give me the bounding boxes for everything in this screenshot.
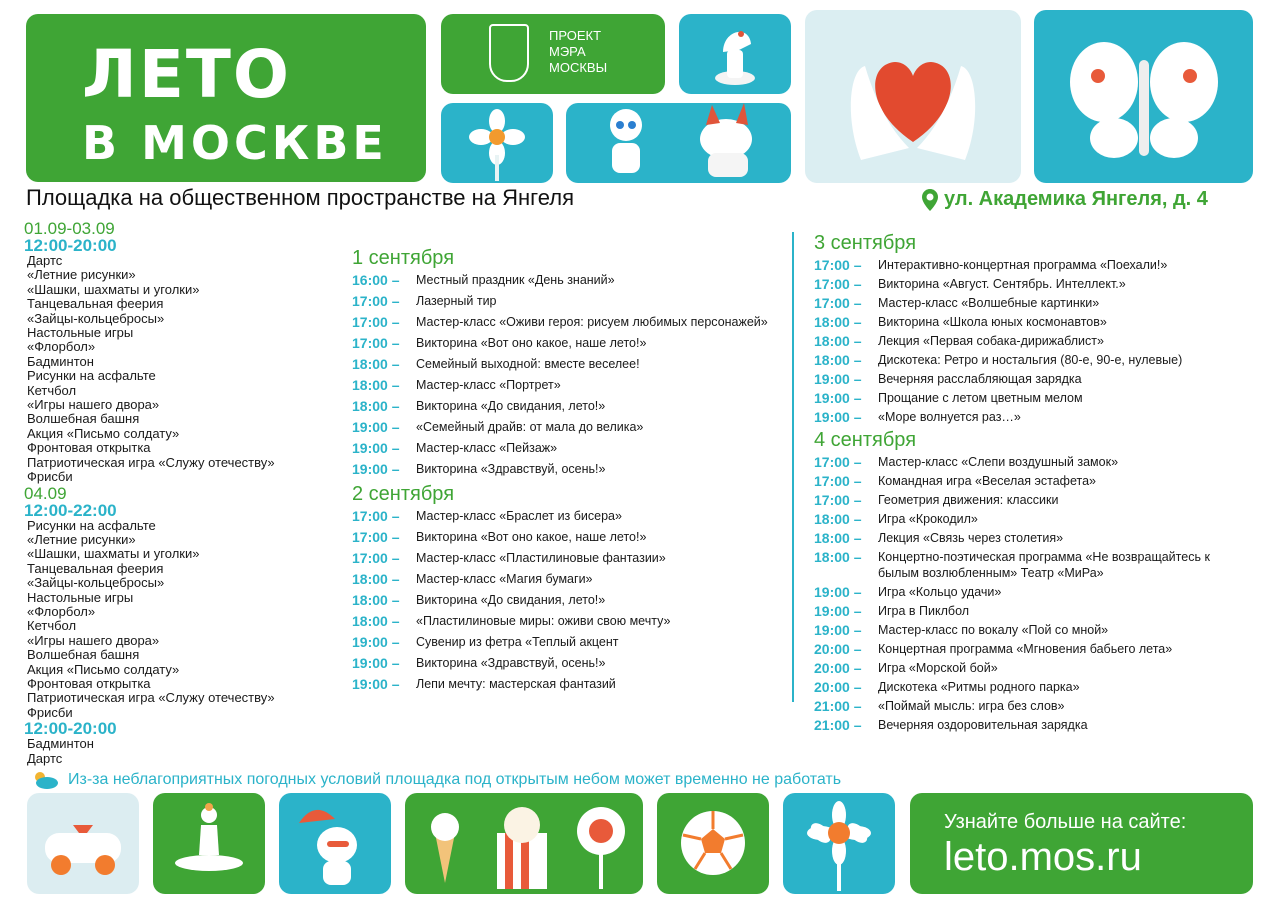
event-name: Лекция «Связь через столетия»: [878, 531, 1064, 545]
event-row: [814, 276, 1254, 292]
day-heading: 3 сентября: [814, 232, 917, 254]
day-sep-2: [352, 482, 772, 692]
event-name: Мастер-класс «Браслет из бисера»: [416, 509, 622, 523]
activity-item: Рисунки на асфальте: [27, 368, 156, 384]
event-name: Интерактивно-концертная программа «Поехали!»: [878, 258, 1168, 272]
event-row: [814, 511, 1254, 527]
event-time: 19:00 –: [352, 676, 400, 692]
event-name: Местный праздник «День знаний»: [416, 273, 615, 287]
event-time: 17:00 –: [814, 473, 862, 489]
day-sep-4: [814, 428, 1254, 733]
event-row: [352, 398, 772, 414]
activity-item: Кетчбол: [27, 382, 77, 398]
activity-item: Дартс: [27, 253, 63, 268]
event-time: 20:00 –: [814, 679, 862, 695]
event-row: [352, 550, 772, 566]
event-time: 18:00 –: [814, 352, 862, 368]
activity-item: «Зайцы-кольцебросы»: [27, 575, 165, 591]
activity-item: Настольные игры: [27, 325, 134, 341]
event-time: 17:00 –: [352, 293, 400, 309]
event-row: [814, 622, 1254, 638]
event-row: [814, 409, 1254, 425]
activity-item: Настольные игры: [27, 589, 134, 605]
event-name: «Семейный драйв: от мала до велика»: [416, 420, 644, 434]
event-time: 16:00 –: [352, 272, 400, 288]
venue-address: [922, 188, 1208, 211]
sunflower-image: [783, 793, 895, 894]
event-row: [352, 335, 772, 351]
activity-item: «Летние рисунки»: [27, 531, 136, 547]
event-time: 19:00 –: [814, 371, 862, 387]
activity-item: Акция «Письмо солдату»: [27, 425, 180, 441]
event-name: Мастер-класс «Магия бумаги»: [416, 572, 593, 586]
event-row: [352, 613, 772, 629]
event-name: Концертная программа «Мгновения бабьего лета»: [878, 642, 1173, 656]
event-name: Викторина «До свидания, лето!»: [416, 399, 606, 413]
event-row: [814, 333, 1254, 349]
event-row: [352, 676, 772, 692]
schedule-column-sep-3-4: [814, 231, 1254, 736]
moscow-emblem-icon: [489, 24, 529, 82]
weather-note-text: Из-за неблагоприятных погодных условий площадка под открытым небом может временно не работать: [68, 771, 842, 788]
logo-line-1: ЛЕТО: [82, 36, 292, 113]
time-range-2: 12:00-22:00: [24, 500, 117, 520]
event-name: Вечерняя оздоровительная зарядка: [878, 718, 1088, 732]
event-row: [352, 356, 772, 372]
event-name: Викторина «Вот оно какое, наше лето!»: [416, 530, 647, 544]
event-time: 17:00 –: [814, 257, 862, 273]
event-name: Геометрия движения: классики: [878, 493, 1059, 507]
event-row: [814, 257, 1254, 273]
event-name: Викторина «Здравствуй, осень!»: [416, 462, 606, 476]
event-row: [814, 390, 1254, 406]
page-subtitle: Площадка на общественном пространстве на Янгеля: [26, 185, 574, 210]
activity-item: Танцевальная феерия: [27, 560, 164, 576]
time-range-1: 12:00-20:00: [24, 236, 117, 255]
event-row: [352, 592, 772, 608]
event-name: «Море волнуется раз…»: [878, 410, 1021, 424]
event-row: [814, 314, 1254, 330]
event-row: [352, 461, 772, 477]
event-time: 19:00 –: [352, 655, 400, 671]
event-time: 17:00 –: [352, 508, 400, 524]
event-time: 17:00 –: [814, 295, 862, 311]
event-row: [814, 454, 1254, 470]
event-row: [352, 655, 772, 671]
leto-v-moskve-logo: [26, 14, 426, 182]
address-text: ул. Академика Янгеля, д. 4: [944, 188, 1208, 210]
event-name: Семейный выходной: вместе веселее!: [416, 357, 640, 371]
event-name: Вечерняя расслабляющая зарядка: [878, 372, 1082, 386]
event-name: Сувенир из фетра «Теплый акцент: [416, 635, 619, 649]
activity-item: Кетчбол: [27, 618, 77, 634]
event-row: [814, 473, 1254, 489]
event-time: 19:00 –: [352, 461, 400, 477]
activities-list-1: [24, 254, 334, 485]
event-time: 18:00 –: [814, 549, 862, 565]
event-row: [814, 641, 1254, 657]
activity-item: Фронтовая открытка: [27, 440, 151, 456]
event-time: 17:00 –: [352, 550, 400, 566]
event-time: 17:00 –: [352, 529, 400, 545]
event-name: Викторина «Вот оно какое, наше лето!»: [416, 336, 647, 350]
event-row: [352, 419, 772, 435]
event-name: Мастер-класс «Слепи воздушный замок»: [878, 455, 1119, 469]
event-name: Концертно-поэтическая программа «Не возвращайтесь к былым возлюбленным» Театр «МиРа»: [878, 550, 1210, 580]
column-divider: [792, 232, 794, 702]
daily-activities-column: [24, 220, 334, 766]
event-time: 19:00 –: [814, 622, 862, 638]
time-range-3: 12:00-20:00: [24, 719, 117, 739]
day-sep-3: [814, 231, 1254, 425]
activities-list-3: [24, 737, 334, 766]
event-time: 19:00 –: [814, 390, 862, 406]
activity-item: «Флорбол»: [27, 603, 96, 619]
event-time: 19:00 –: [352, 419, 400, 435]
website-link[interactable]: leto.mos.ru: [944, 835, 1142, 879]
weather-cloud-icon: [32, 770, 60, 790]
event-row: [352, 529, 772, 545]
activity-item: «Шашки, шахматы и уголки»: [27, 281, 200, 297]
event-name: Лекция «Первая собака-дирижаблист»: [878, 334, 1104, 348]
event-name: Мастер-класс «Волшебные картинки»: [878, 296, 1100, 310]
event-name: «Пластилиновые миры: оживи свою мечту»: [416, 614, 671, 628]
activity-item: Фронтовая открытка: [27, 675, 151, 691]
activity-item: «Зайцы-кольцебросы»: [27, 310, 165, 326]
activity-item: Патриотическая игра «Служу отечеству»: [27, 690, 275, 706]
activity-item: Бадминтон: [27, 353, 94, 369]
event-time: 18:00 –: [814, 530, 862, 546]
event-time: 17:00 –: [814, 492, 862, 508]
event-row: [352, 508, 772, 524]
event-name: Лепи мечту: мастерская фантазий: [416, 677, 616, 691]
event-name: «Поймай мысль: игра без слов»: [878, 699, 1065, 713]
event-row: [352, 377, 772, 393]
logo-line-2: В МОСКВЕ: [82, 116, 388, 170]
day-heading: 4 сентября: [814, 429, 917, 451]
event-time: 17:00 –: [814, 276, 862, 292]
event-time: 18:00 –: [814, 511, 862, 527]
event-name: Мастер-класс «Пластилиновые фантазии»: [416, 551, 666, 565]
activity-item: Рисунки на асфальте: [27, 517, 156, 533]
event-time: 19:00 –: [352, 440, 400, 456]
mayor-project-text: ПРОЕКТ МЭРА МОСКВЫ: [549, 28, 608, 75]
ice-cream-popcorn-lollipop-image: [405, 793, 643, 894]
event-time: 18:00 –: [352, 592, 400, 608]
heart-in-hands-image: [805, 10, 1021, 183]
soccer-ball-image: [657, 793, 769, 894]
event-row: [814, 492, 1254, 508]
event-row: [352, 314, 772, 330]
event-name: Командная игра «Веселая эстафета»: [878, 474, 1096, 488]
event-row: [352, 293, 772, 309]
robot-and-dog-image: [566, 103, 791, 183]
event-name: Дискотека «Ритмы родного парка»: [878, 680, 1080, 694]
event-name: Игра «Морской бой»: [878, 661, 998, 675]
event-row: [814, 371, 1254, 387]
day-sep-1: [352, 246, 772, 477]
event-name: Игра «Крокодил»: [878, 512, 978, 526]
yoga-figure-image: [153, 793, 265, 894]
flower-image: [441, 103, 553, 183]
activity-item: «Шашки, шахматы и уголки»: [27, 546, 200, 562]
activity-item: Бадминтон: [27, 736, 94, 752]
event-time: 19:00 –: [814, 409, 862, 425]
event-time: 18:00 –: [352, 571, 400, 587]
event-row: [814, 679, 1254, 695]
activity-item: Волшебная башня: [27, 411, 140, 427]
event-time: 18:00 –: [352, 356, 400, 372]
event-name: Мастер-класс «Портрет»: [416, 378, 561, 392]
activity-item: «Летние рисунки»: [27, 267, 136, 283]
activity-item: Волшебная башня: [27, 647, 140, 663]
event-time: 17:00 –: [352, 314, 400, 330]
event-row: [814, 295, 1254, 311]
event-row: [352, 272, 772, 288]
activity-item: «Игры нашего двора»: [27, 397, 160, 413]
event-row: [814, 584, 1254, 600]
activity-item: Фрисби: [27, 469, 73, 485]
event-time: 21:00 –: [814, 717, 862, 733]
event-row: [352, 634, 772, 650]
toy-car-image: [27, 793, 139, 894]
mayor-project-badge: [441, 14, 665, 94]
website-banner[interactable]: [910, 793, 1253, 894]
event-row: [814, 530, 1254, 546]
activity-item: «Игры нашего двора»: [27, 632, 160, 648]
event-name: Игра в Пиклбол: [878, 604, 970, 618]
event-time: 18:00 –: [352, 398, 400, 414]
event-name: Викторина «Школа юных космонавтов»: [878, 315, 1107, 329]
event-row: [814, 603, 1254, 619]
event-row: [814, 698, 1254, 714]
dates-range-1: 01.09-03.09: [24, 219, 115, 238]
event-time: 18:00 –: [814, 333, 862, 349]
day-heading: 1 сентября: [352, 247, 455, 269]
event-row: [814, 352, 1254, 368]
website-label: Узнайте больше на сайте:: [944, 811, 1187, 833]
event-time: 17:00 –: [814, 454, 862, 470]
event-time: 21:00 –: [814, 698, 862, 714]
event-name: Викторина «До свидания, лето!»: [416, 593, 606, 607]
event-row: [814, 549, 1254, 581]
event-name: Игра «Кольцо удачи»: [878, 585, 1002, 599]
activities-list-2: [24, 519, 334, 721]
schedule-column-sep-1-2: [352, 246, 772, 697]
event-row: [352, 571, 772, 587]
event-time: 18:00 –: [352, 613, 400, 629]
event-row: [814, 660, 1254, 676]
event-row: [352, 440, 772, 456]
activity-item: Акция «Письмо солдату»: [27, 661, 180, 677]
dates-range-2: 04.09: [24, 483, 67, 503]
event-time: 17:00 –: [352, 335, 400, 351]
location-pin-icon: [922, 189, 938, 211]
event-time: 19:00 –: [352, 634, 400, 650]
butterfly-image: [1034, 10, 1253, 183]
event-time: 20:00 –: [814, 641, 862, 657]
event-name: Мастер-класс «Пейзаж»: [416, 441, 558, 455]
beach-cat-image: [279, 793, 391, 894]
event-time: 20:00 –: [814, 660, 862, 676]
event-time: 19:00 –: [814, 584, 862, 600]
event-name: Лазерный тир: [416, 294, 497, 308]
event-time: 19:00 –: [814, 603, 862, 619]
activity-item: Танцевальная феерия: [27, 296, 164, 312]
event-row: [814, 717, 1254, 733]
activity-item: Фрисби: [27, 704, 73, 720]
day-heading: 2 сентября: [352, 483, 455, 505]
event-name: Мастер-класс «Оживи героя: рисуем любимых персонажей»: [416, 315, 768, 329]
event-time: 18:00 –: [814, 314, 862, 330]
event-name: Прощание с летом цветным мелом: [878, 391, 1083, 405]
event-name: Мастер-класс по вокалу «Пой со мной»: [878, 623, 1109, 637]
chess-knight-image: [679, 14, 791, 94]
activity-item: Дартс: [27, 750, 63, 766]
event-name: Дискотека: Ретро и ностальгия (80-е, 90-е, нулевые): [878, 353, 1183, 367]
activity-item: Патриотическая игра «Служу отечеству»: [27, 454, 275, 470]
weather-note: [32, 770, 841, 790]
event-time: 18:00 –: [352, 377, 400, 393]
activity-item: «Флорбол»: [27, 339, 96, 355]
event-name: Викторина «Здравствуй, осень!»: [416, 656, 606, 670]
event-name: Викторина «Август. Сентябрь. Интеллект.»: [878, 277, 1126, 291]
